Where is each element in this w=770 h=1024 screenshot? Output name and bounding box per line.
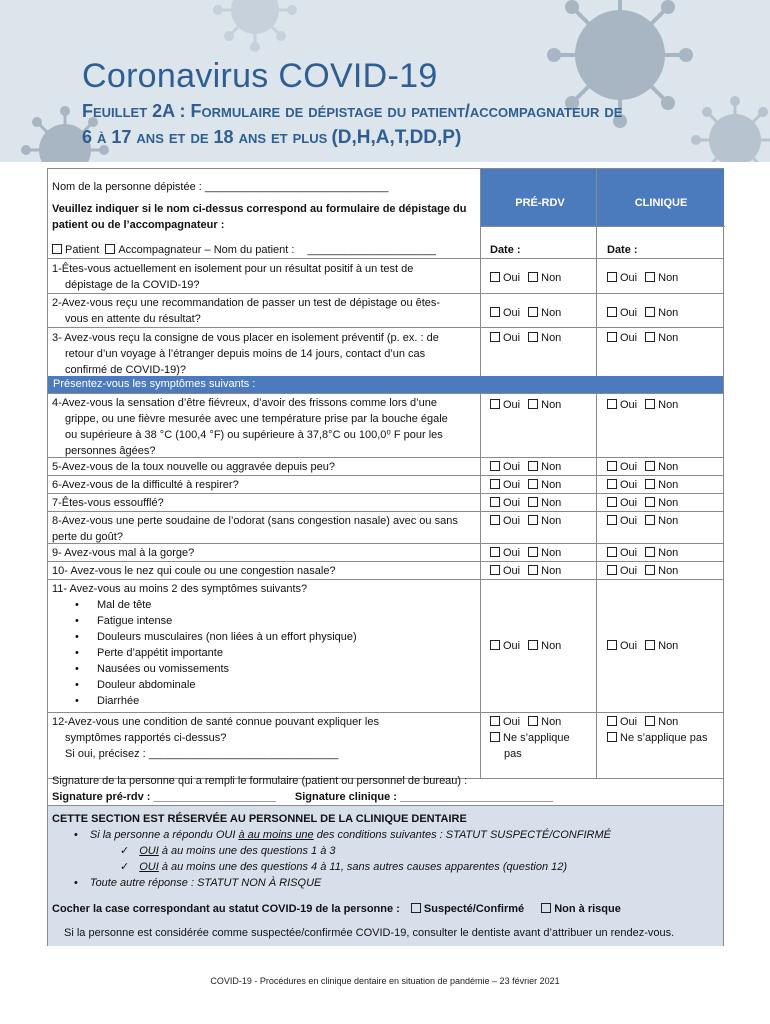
- q2-clinique-oui-checkbox[interactable]: [607, 307, 617, 317]
- q8-clinique-answer: [601, 513, 721, 529]
- signature-prerdv-field[interactable]: Signature pré-rdv : ____________________: [52, 791, 276, 803]
- oui-label: Oui: [503, 479, 521, 491]
- staff-bullet-1-pre: Si la personne a répondu OUI: [89, 829, 239, 841]
- checkmark-icon: ✓: [120, 861, 130, 873]
- question-12-text: 12-Avez-vous une condition de santé connue pouvant expliquer les: [52, 716, 379, 728]
- patient-option[interactable]: Patient: [52, 244, 99, 256]
- non-label: Non: [658, 515, 679, 527]
- list-item: • Diarrhée: [52, 693, 480, 709]
- q4-clinique-non-checkbox[interactable]: [645, 399, 655, 409]
- q11-prerdv-non-checkbox[interactable]: [528, 640, 538, 650]
- non-label: Non: [541, 307, 562, 319]
- q6-clinique-answer: [601, 477, 721, 493]
- q1-clinique-non-checkbox[interactable]: [645, 272, 655, 282]
- status-suspect-label: Suspecté/Confirmé: [423, 903, 525, 915]
- non-label: Non: [541, 547, 562, 559]
- q8-prerdv-non-checkbox[interactable]: [528, 515, 538, 525]
- question-4-text-cont: personnes âgées?: [65, 445, 156, 457]
- column-header-prerdv: PRÉ-RDV: [515, 197, 565, 209]
- non-label: Non: [541, 515, 562, 527]
- status-selection: [52, 901, 720, 917]
- non-label: Non: [541, 497, 562, 509]
- oui-label: Oui: [620, 479, 638, 491]
- subtitle-age-range: 6 à 17 ans et de 18 ans et plus: [82, 127, 328, 147]
- non-label: Non: [658, 332, 679, 344]
- q6-prerdv-non-checkbox[interactable]: [528, 479, 538, 489]
- q4-clinique-answer: [601, 397, 721, 413]
- q11-clinique-non-checkbox[interactable]: [645, 640, 655, 650]
- form-type-instruction: Veuillez indiquer si le nom ci-dessus correspond au formulaire de dépistage du patient ou de l’accompagnateur :: [52, 203, 467, 231]
- symptoms-section-header: [48, 376, 723, 393]
- oui-label: Oui: [620, 399, 638, 411]
- non-label: Non: [541, 332, 562, 344]
- non-label: Non: [658, 565, 679, 577]
- question-7: 7-Êtes-vous essoufflé?: [52, 497, 164, 509]
- question-4-text: 4-Avez-vous la sensation d’être fiévreux, d’avoir des frissons comme lors d’une: [52, 397, 437, 409]
- row-divider: [480, 226, 725, 227]
- non-label: Non: [658, 547, 679, 559]
- virus-illustration-top: [210, 0, 300, 55]
- q11-clinique-answer: [601, 638, 721, 654]
- q6-clinique-non-checkbox[interactable]: [645, 479, 655, 489]
- q3-clinique-oui-checkbox[interactable]: [607, 332, 617, 342]
- non-label: Non: [658, 479, 679, 491]
- question-10: 10- Avez-vous le nez qui coule ou une congestion nasale?: [52, 565, 336, 577]
- list-item: • Fatigue intense: [52, 613, 480, 629]
- row-divider: [48, 258, 723, 259]
- row-divider: [48, 579, 723, 580]
- q7-prerdv-non-checkbox[interactable]: [528, 497, 538, 507]
- list-item: • Mal de tête: [52, 597, 480, 613]
- q7-clinique-answer: [601, 495, 721, 511]
- column-divider: [596, 169, 597, 778]
- oui-label: Oui: [503, 716, 521, 728]
- subtitle-line-2: [82, 124, 732, 152]
- staff-check-2-underlined: OUI: [139, 861, 159, 873]
- oui-label: Oui: [503, 565, 521, 577]
- q2-prerdv-answer: [485, 305, 595, 321]
- q11-prerdv-oui-checkbox[interactable]: [490, 640, 500, 650]
- question-12: [52, 714, 480, 762]
- column-divider: [480, 169, 481, 778]
- date-clinique[interactable]: Date :: [607, 244, 638, 256]
- oui-label: Oui: [620, 332, 638, 344]
- non-label: Non: [541, 399, 562, 411]
- q3-prerdv-answer: [485, 330, 595, 346]
- signature-section: [52, 773, 720, 805]
- question-3-text: 3- Avez-vous reçu la consigne de vous placer en isolement préventif (p. ex. : de: [52, 332, 439, 344]
- list-item: • Douleur abdominale: [52, 677, 480, 693]
- row-divider: [48, 393, 723, 394]
- question-11-text: 11- Avez-vous au moins 2 des symptômes suivants?: [52, 583, 308, 595]
- question-1-text: 1-Êtes-vous actuellement en isolement pour un résultat positif à un test de: [52, 263, 414, 275]
- oui-label: Oui: [503, 547, 521, 559]
- screening-form: [47, 168, 724, 946]
- q2-prerdv-non-checkbox[interactable]: [528, 307, 538, 317]
- q5-clinique-non-checkbox[interactable]: [645, 461, 655, 471]
- q12-clinique-na-checkbox[interactable]: [607, 732, 617, 742]
- staff-bullet-2: [74, 875, 714, 891]
- q4-prerdv-answer: [485, 397, 595, 413]
- q5-clinique-oui-checkbox[interactable]: [607, 461, 617, 471]
- list-item: • Nausées ou vomissements: [52, 661, 480, 677]
- q3-prerdv-non-checkbox[interactable]: [528, 332, 538, 342]
- q1-clinique-answer: [601, 270, 721, 286]
- companion-checkbox[interactable]: [105, 244, 115, 254]
- question-3: [52, 330, 480, 378]
- subtitle-line-1: Feuillet 2A : Formulaire de dépistage du patient/accompagnateur de: [82, 101, 623, 121]
- q1-prerdv-non-checkbox[interactable]: [528, 272, 538, 282]
- oui-label: Oui: [503, 461, 521, 473]
- q8-prerdv-oui-checkbox[interactable]: [490, 515, 500, 525]
- signature-clinique-field[interactable]: Signature clinique : _________________________: [294, 791, 553, 803]
- q5-prerdv-non-checkbox[interactable]: [528, 461, 538, 471]
- q9-prerdv-answer: [485, 545, 595, 561]
- q9-clinique-non-checkbox[interactable]: [645, 547, 655, 557]
- q1-prerdv-answer: [485, 270, 595, 286]
- non-label: Non: [541, 479, 562, 491]
- page-title: Coronavirus COVID-19: [82, 57, 438, 95]
- q10-clinique-non-checkbox[interactable]: [645, 565, 655, 575]
- q11-prerdv-answer: [485, 638, 595, 654]
- non-label: Non: [541, 461, 562, 473]
- q5-prerdv-answer: [485, 459, 595, 475]
- question-1-text-cont: dépistage de la COVID-19?: [65, 279, 200, 291]
- q7-clinique-non-checkbox[interactable]: [645, 497, 655, 507]
- q12-clinique-non-checkbox[interactable]: [645, 716, 655, 726]
- staff-bullet-1-post: des conditions suivantes : STATUT SUSPECTÉ/CONFIRMÉ: [313, 829, 611, 841]
- staff-check-2-post: à au moins une des questions 4 à 11, sans autres causes apparentes (question 12): [158, 861, 568, 873]
- q3-clinique-answer: [601, 330, 721, 346]
- row-divider: [48, 712, 723, 713]
- question-11: [52, 581, 480, 709]
- q7-clinique-oui-checkbox[interactable]: [607, 497, 617, 507]
- question-8-text-cont: perte du goût?: [52, 531, 123, 543]
- question-2: [52, 295, 480, 327]
- date-prerdv[interactable]: Date :: [490, 244, 521, 256]
- q11-clinique-oui-checkbox[interactable]: [607, 640, 617, 650]
- oui-label: Oui: [503, 640, 521, 652]
- q4-prerdv-non-checkbox[interactable]: [528, 399, 538, 409]
- bullet-icon: •: [74, 877, 78, 889]
- oui-label: Oui: [503, 307, 521, 319]
- status-norisk-label: Non à risque: [554, 903, 621, 915]
- q2-clinique-answer: [601, 305, 721, 321]
- oui-label: Oui: [620, 716, 638, 728]
- q3-prerdv-oui-checkbox[interactable]: [490, 332, 500, 342]
- bullet-icon: •: [74, 829, 78, 841]
- checkmark-icon: ✓: [120, 845, 130, 857]
- non-label: Non: [658, 461, 679, 473]
- q5-prerdv-oui-checkbox[interactable]: [490, 461, 500, 471]
- q6-prerdv-answer: [485, 477, 595, 493]
- row-divider: [48, 561, 723, 562]
- question-8: [52, 513, 480, 545]
- staff-bullet-1: [74, 827, 714, 843]
- oui-label: Oui: [620, 640, 638, 652]
- row-divider: [48, 493, 723, 494]
- non-label: Non: [658, 272, 679, 284]
- subtitle-code: (D,H,A,T,DD,P): [331, 127, 462, 148]
- oui-label: Oui: [620, 461, 638, 473]
- q7-prerdv-oui-checkbox[interactable]: [490, 497, 500, 507]
- non-label: Non: [658, 497, 679, 509]
- non-label: Non: [541, 272, 562, 284]
- staff-bullet-1-underlined: à au moins une: [238, 829, 314, 841]
- oui-label: Oui: [503, 332, 521, 344]
- q8-prerdv-answer: [485, 513, 595, 529]
- oui-label: Oui: [620, 497, 638, 509]
- non-label: Non: [658, 307, 679, 319]
- q10-clinique-answer: [601, 563, 721, 579]
- q7-prerdv-answer: [485, 495, 595, 511]
- q9-prerdv-non-checkbox[interactable]: [528, 547, 538, 557]
- oui-label: Oui: [620, 272, 638, 284]
- oui-label: Oui: [620, 515, 638, 527]
- q12-clinique-oui-checkbox[interactable]: [607, 716, 617, 726]
- oui-label: Oui: [503, 515, 521, 527]
- oui-label: Oui: [620, 307, 638, 319]
- non-label: Non: [658, 640, 679, 652]
- patient-checkbox[interactable]: [52, 244, 62, 254]
- page-subtitle: [82, 98, 732, 152]
- column-header-clinique: CLINIQUE: [634, 197, 688, 209]
- q10-prerdv-oui-checkbox[interactable]: [490, 565, 500, 575]
- page-footer: COVID-19 - Procédures en clinique dentaire en situation de pandémie – 23 février 2021: [210, 976, 560, 986]
- row-divider: [48, 805, 723, 806]
- list-item: • Perte d’appétit importante: [52, 645, 480, 661]
- na-label-cont: pas: [504, 748, 522, 760]
- screened-person-name[interactable]: Nom de la personne dépistée : ______________________________: [52, 181, 389, 193]
- question-2-text: 2-Avez-vous reçu une recommandation de passer un test de dépistage ou êtes-: [52, 297, 441, 309]
- header-banner: [0, 0, 770, 162]
- question-12-text-cont: symptômes rapportés ci-dessus?: [65, 732, 227, 744]
- q2-clinique-non-checkbox[interactable]: [645, 307, 655, 317]
- row-divider: [48, 327, 723, 328]
- q10-prerdv-non-checkbox[interactable]: [528, 565, 538, 575]
- q12-prerdv-answer: [485, 714, 595, 762]
- q12-prerdv-na-checkbox[interactable]: [490, 732, 500, 742]
- q8-clinique-oui-checkbox[interactable]: [607, 515, 617, 525]
- companion-patient-name-field[interactable]: _____________________: [307, 244, 436, 256]
- q6-clinique-oui-checkbox[interactable]: [607, 479, 617, 489]
- oui-label: Oui: [503, 497, 521, 509]
- staff-section: [48, 805, 723, 946]
- form-type-options: [52, 242, 480, 258]
- question-6: 6-Avez-vous de la difficulté à respirer?: [52, 479, 239, 491]
- question-1: [52, 261, 480, 293]
- q8-clinique-non-checkbox[interactable]: [645, 515, 655, 525]
- symptom-list: [52, 597, 480, 709]
- q9-prerdv-oui-checkbox[interactable]: [490, 547, 500, 557]
- signature-instruction: Signature de la personne qui a rempli le formulaire (patient ou personnel de bureau) :: [52, 775, 468, 787]
- staff-bullet-2-text: Toute autre réponse : STATUT NON À RISQUE: [89, 877, 322, 889]
- q4-prerdv-oui-checkbox[interactable]: [490, 399, 500, 409]
- staff-section-title: CETTE SECTION EST RÉSERVÉE AU PERSONNEL DE LA CLINIQUE DENTAIRE: [52, 813, 467, 825]
- status-label: Cocher la case correspondant au statut COVID-19 de la personne :: [52, 903, 400, 915]
- q2-prerdv-oui-checkbox[interactable]: [490, 307, 500, 317]
- staff-check-1: [120, 843, 720, 859]
- non-label: Non: [541, 565, 562, 577]
- status-suspect-checkbox[interactable]: [411, 903, 421, 913]
- q12-specify-field[interactable]: Si oui, précisez : _______________________________: [65, 748, 339, 760]
- staff-check-1-underlined: OUI: [139, 845, 159, 857]
- question-4-text-cont: grippe, ou une fièvre mesurée avec une température prise par la bouche égale: [65, 413, 448, 425]
- q5-clinique-answer: [601, 459, 721, 475]
- non-label: Non: [658, 399, 679, 411]
- q4-clinique-oui-checkbox[interactable]: [607, 399, 617, 409]
- question-2-text-cont: vous en attente du résultat?: [65, 313, 201, 325]
- row-divider: [48, 511, 723, 512]
- oui-label: Oui: [503, 272, 521, 284]
- na-label: Ne s’applique: [503, 732, 570, 744]
- q6-prerdv-oui-checkbox[interactable]: [490, 479, 500, 489]
- question-5: 5-Avez-vous de la toux nouvelle ou aggravée depuis peu?: [52, 461, 335, 473]
- oui-label: Oui: [620, 565, 638, 577]
- q10-clinique-oui-checkbox[interactable]: [607, 565, 617, 575]
- non-label: Non: [541, 640, 562, 652]
- row-divider: [48, 475, 723, 476]
- q12-clinique-answer: [601, 714, 721, 746]
- q12-prerdv-oui-checkbox[interactable]: [490, 716, 500, 726]
- q12-prerdv-non-checkbox[interactable]: [528, 716, 538, 726]
- na-label: Ne s’applique pas: [620, 732, 708, 744]
- non-label: Non: [658, 716, 679, 728]
- question-4: [52, 395, 480, 459]
- status-norisk-checkbox[interactable]: [541, 903, 551, 913]
- question-3-text-cont: confirmé de COVID-19)?: [65, 364, 187, 376]
- question-8-text: 8-Avez-vous une perte soudaine de l’odorat (sans congestion nasale) avec ou sans: [52, 515, 458, 527]
- staff-check-2: [120, 859, 720, 875]
- q9-clinique-answer: [601, 545, 721, 561]
- non-label: Non: [541, 716, 562, 728]
- symptoms-section-label: Présentez-vous les symptômes suivants :: [53, 378, 256, 390]
- question-3-text-cont: retour d’un voyage à l’étranger depuis moins de 14 jours, contact d’un cas: [65, 348, 426, 360]
- final-note: Si la personne est considérée comme suspectée/confirmée COVID-19, consulter le dentiste avant d’attribuer un rendez-vous.: [64, 927, 675, 939]
- oui-label: Oui: [620, 547, 638, 559]
- question-4-text-cont: ou supérieure à 38 °C (100,4 °F) ou supérieure à 37,8°C ou 100,0⁰ F pour les: [65, 429, 443, 441]
- oui-label: Oui: [503, 399, 521, 411]
- q9-clinique-oui-checkbox[interactable]: [607, 547, 617, 557]
- staff-check-1-post: à au moins une des questions 1 à 3: [158, 845, 336, 857]
- q1-clinique-oui-checkbox[interactable]: [607, 272, 617, 282]
- q1-prerdv-oui-checkbox[interactable]: [490, 272, 500, 282]
- companion-option[interactable]: Accompagnateur – Nom du patient :: [102, 244, 294, 256]
- q10-prerdv-answer: [485, 563, 595, 579]
- list-item: • Douleurs musculaires (non liées à un effort physique): [52, 629, 480, 645]
- q3-clinique-non-checkbox[interactable]: [645, 332, 655, 342]
- question-9: 9- Avez-vous mal à la gorge?: [52, 547, 195, 559]
- row-divider: [48, 293, 723, 294]
